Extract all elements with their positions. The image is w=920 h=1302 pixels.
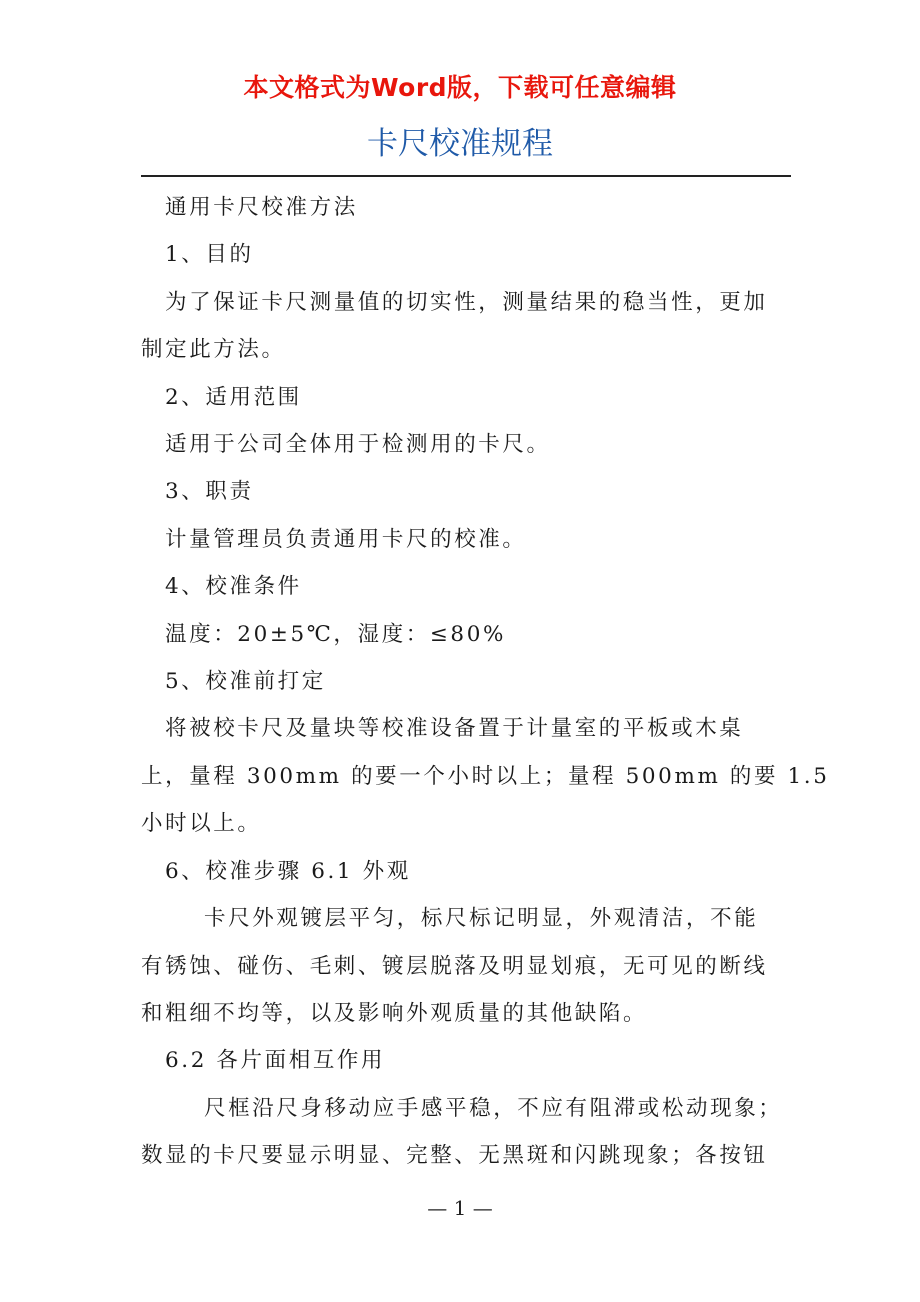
paragraph-line: 为了保证卡尺测量值的切实性，测量结果的稳当性，更加 — [165, 289, 768, 315]
paragraph-line: 数显的卡尺要显示明显、完整、无黑斑和闪跳现象；各按钮 — [141, 1143, 768, 1169]
title-divider — [141, 175, 791, 177]
paragraph-line: 和粗细不均等，以及影响外观质量的其他缺陷。 — [141, 1000, 648, 1026]
paragraph-line: 小时以上。 — [141, 811, 262, 837]
page-number: — 1 — — [427, 1196, 493, 1220]
paragraph-line: 制定此方法。 — [141, 337, 286, 363]
paragraph-line: 有锈蚀、碰伤、毛刺、镀层脱落及明显划痕，无可见的断线 — [141, 953, 768, 979]
section-heading-duties: 3、职责 — [165, 479, 254, 505]
section-heading-preparation: 5、校准前打定 — [165, 669, 326, 695]
paragraph-line: 上，量程 300mm 的要一个小时以上；量程 500mm 的要 1.5 — [141, 763, 830, 789]
document-title: 卡尺校准规程 — [367, 126, 553, 162]
paragraph-line: 尺框沿尺身移动应手感平稳，不应有阻滞或松动现象； — [204, 1095, 783, 1121]
paragraph-line: 卡尺外观镀层平匀，标尺标记明显，外观清洁，不能 — [204, 906, 759, 932]
paragraph-line: 计量管理员负责通用卡尺的校准。 — [165, 526, 527, 552]
paragraph-line: 适用于公司全体用于检测用的卡尺。 — [165, 432, 551, 458]
section-heading-scope: 2、适用范围 — [165, 384, 302, 410]
section-heading-steps: 6、校准步骤 6.1 外观 — [165, 858, 411, 884]
paragraph-line: 将被校卡尺及量块等校准设备置于计量室的平板或木桌 — [165, 716, 744, 742]
section-heading-conditions: 4、校准条件 — [165, 574, 302, 600]
download-banner: 本文格式为Word版，下载可任意编辑 — [243, 73, 677, 102]
paragraph-line: 温度：20±5℃，湿度：≤80% — [165, 621, 507, 647]
section-heading-interaction: 6.2 各片面相互作用 — [165, 1048, 386, 1074]
section-heading-purpose: 1、目的 — [165, 242, 254, 268]
paragraph-line: 通用卡尺校准方法 — [165, 195, 358, 220]
document-body — [141, 184, 830, 1180]
